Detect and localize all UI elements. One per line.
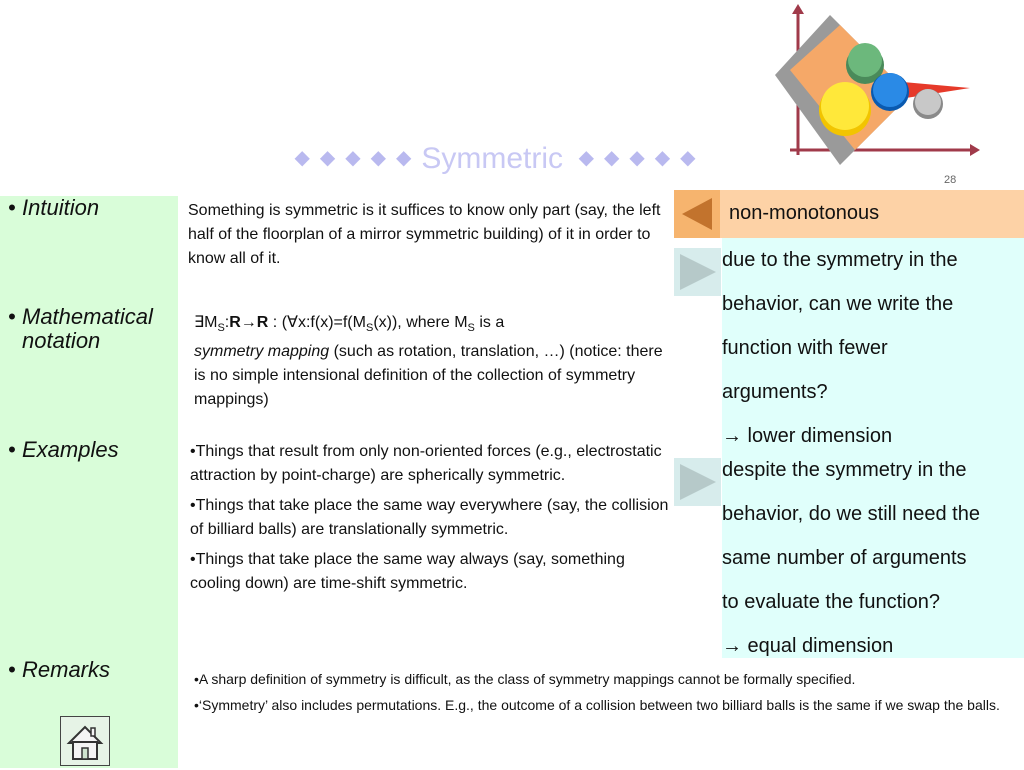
triangle-right-icon xyxy=(674,248,721,296)
play-button-2[interactable] xyxy=(674,458,721,506)
sidebar-item-label: Remarks xyxy=(22,657,111,682)
sidebar-item-examples: • Examples xyxy=(8,437,119,462)
intuition-text: Something is symmetric is it suffices to know only part (say, the left half of the floorplan of a mirror symmetric building) of it in order to know all of it. xyxy=(188,202,661,267)
slide-title-text: Symmetric xyxy=(421,142,564,175)
examples-list xyxy=(190,440,670,602)
sidebar-item-remarks: • Remarks xyxy=(8,657,111,682)
play-button-1[interactable] xyxy=(674,248,721,296)
panel-equal-dimension: despite the symmetry in the behavior, do we still need the same number of arguments to evaluate the function? → equal dimension xyxy=(722,448,1024,658)
header-label: non-monotonous xyxy=(729,202,880,224)
sidebar-item-label: Examples xyxy=(22,437,119,462)
home-icon xyxy=(61,717,109,765)
back-button[interactable] xyxy=(674,190,720,238)
notation-text: $\exists M_S:R\to R$ : ($\forall x:f(x)=f(M_S(x))$, where $M_S$ is a symmetry mapping (such as rotation, translation, …) (notice: there is no simple intensional definition of the collection of symmetry mappings) xyxy=(194,314,663,409)
remark-item: •‘Symmetry’ also includes permutations. E.g., the outcome of a collision between two billiard balls is the same if we swap the balls. xyxy=(194,697,1000,713)
triangle-right-icon xyxy=(674,458,721,506)
example-item: •Things that take place the same way always (say, something cooling down) are time-shift symmetric. xyxy=(190,551,625,592)
sidebar xyxy=(0,196,178,768)
example-item: •Things that result from only non-oriented forces (e.g., electrostatic attraction by point-charge) are spherically symmetric. xyxy=(190,443,662,484)
remark-item: •A sharp definition of symmetry is difficult, as the class of symmetry mappings cannot be formally specified. xyxy=(194,671,856,687)
slide-number: 28 xyxy=(944,174,957,186)
example-item: •Things that take place the same way everywhere (say, the collision of billiard balls) are translationally symmetric. xyxy=(190,497,669,538)
non-monotonous-header xyxy=(674,190,1024,238)
slide-title xyxy=(0,142,1000,176)
triangle-left-icon xyxy=(674,190,720,238)
sidebar-item-label: Mathematical notation xyxy=(22,304,153,353)
notation-italic-term: symmetry mapping xyxy=(194,343,330,361)
remarks-list xyxy=(194,668,1024,716)
sidebar-item-label: Intuition xyxy=(22,195,100,220)
title-diamonds-left: ◆◆◆◆◆ xyxy=(294,147,422,169)
sidebar-item-mathematical-notation: • Mathematical notation xyxy=(2,305,178,353)
title-diamonds-right: ◆◆◆◆◆ xyxy=(563,147,706,169)
panel-lower-dimension: due to the symmetry in the behavior, can we write the function with fewer arguments? → lower dimension xyxy=(722,238,1024,448)
home-button[interactable] xyxy=(60,716,110,766)
sidebar-item-intuition: • Intuition xyxy=(8,195,100,220)
